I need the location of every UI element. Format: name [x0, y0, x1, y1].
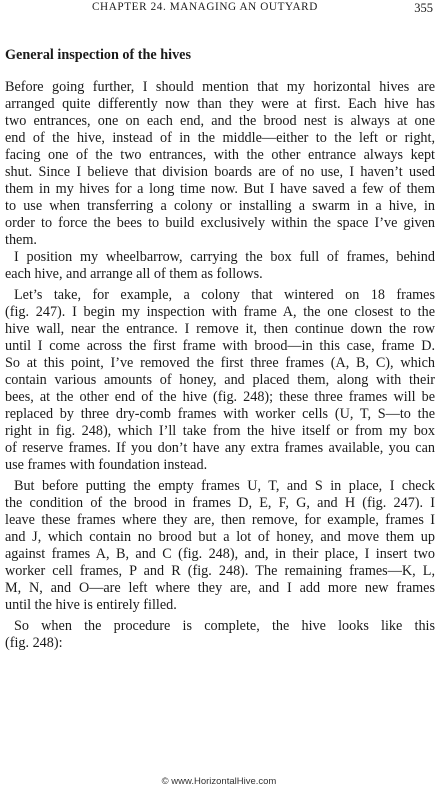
text-line: M, N, and O—are left where they are, and I add more new frames — [5, 580, 435, 596]
text-line: So at this point, I’ve removed the first three frames (A, B, C), which — [5, 355, 435, 371]
running-head — [0, 1, 438, 17]
text-line: two entrances, one on each end, and the brood nest is always at one — [5, 113, 435, 129]
text-line: and J, which contain no brood but a lot of honey, and move them up — [5, 529, 435, 545]
text-line: leave these frames where they are, then remove, for example, frames I — [5, 512, 435, 528]
text-line: until the hive is entirely filled. — [5, 597, 177, 613]
text-line: them. — [5, 232, 37, 248]
text-line: bees, at the other end of the hive (fig. 248); these three frames will be — [5, 389, 435, 405]
footer-copyright: © www.HorizontalHive.com — [161, 776, 277, 787]
text-line: end of the hive, instead of in the middle—either to the left or right, — [5, 130, 435, 146]
text-line: order to force the bees to build exclusively within the space I’ve given — [5, 215, 435, 231]
text-line: arranged quite differently now than they were at first. Each hive has — [5, 96, 435, 112]
text-line: until I come across the first frame with brood—in this case, frame D. — [5, 338, 435, 354]
text-line: of reserve frames. If you don’t have any extra frames available, you can — [5, 440, 435, 456]
text-line: against frames A, B, and C (fig. 248), and, in their place, I insert two — [5, 546, 435, 562]
text-line: shut. Since I believe that division boards are of no use, I haven’t used — [5, 164, 435, 180]
text-line: to use when transferring a colony or installing a swarm in a hive, in — [5, 198, 435, 214]
text-line: right in fig. 248), which I’ll take from the hive itself or from my box — [5, 423, 435, 439]
text-line: each hive, and arrange all of them as follows. — [5, 266, 263, 282]
text-line: them in my hives for a long time now. But I have saved a few of them — [5, 181, 435, 197]
text-line: replaced by three dry-comb frames with worker cells (U, T, S—to the — [5, 406, 435, 422]
text-line: the condition of the brood in frames D, E, F, G, and H (fig. 247). I — [5, 495, 435, 511]
text-line: facing one of the two entrances, with the other entrance always kept — [5, 147, 435, 163]
text-line: Before going further, I should mention that my horizontal hives are — [5, 79, 435, 95]
text-line: contain various amounts of honey, and placed them, along with their — [5, 372, 435, 388]
page-number: 355 — [414, 1, 433, 15]
section-heading: General inspection of the hives — [5, 47, 192, 63]
text-line: Let’s take, for example, a colony that wintered on 18 frames — [14, 287, 435, 303]
text-line: I position my wheelbarrow, carrying the box full of frames, behind — [14, 249, 435, 265]
text-line: (fig. 248): — [5, 635, 63, 651]
text-line: worker cell frames, P and R (fig. 248). The remaining frames—K, L, — [5, 563, 435, 579]
text-line: hive wall, near the entrance. I remove it, then continue down the row — [5, 321, 435, 337]
text-line: So when the procedure is complete, the hive looks like this — [14, 618, 435, 634]
chapter-title: CHAPTER 24. MANAGING AN OUTYARD — [92, 1, 318, 13]
text-line: But before putting the empty frames U, T, and S in place, I check — [14, 478, 435, 494]
text-line: (fig. 247). I begin my inspection with frame A, the one closest to the — [5, 304, 435, 320]
text-line: use frames with foundation instead. — [5, 457, 208, 473]
